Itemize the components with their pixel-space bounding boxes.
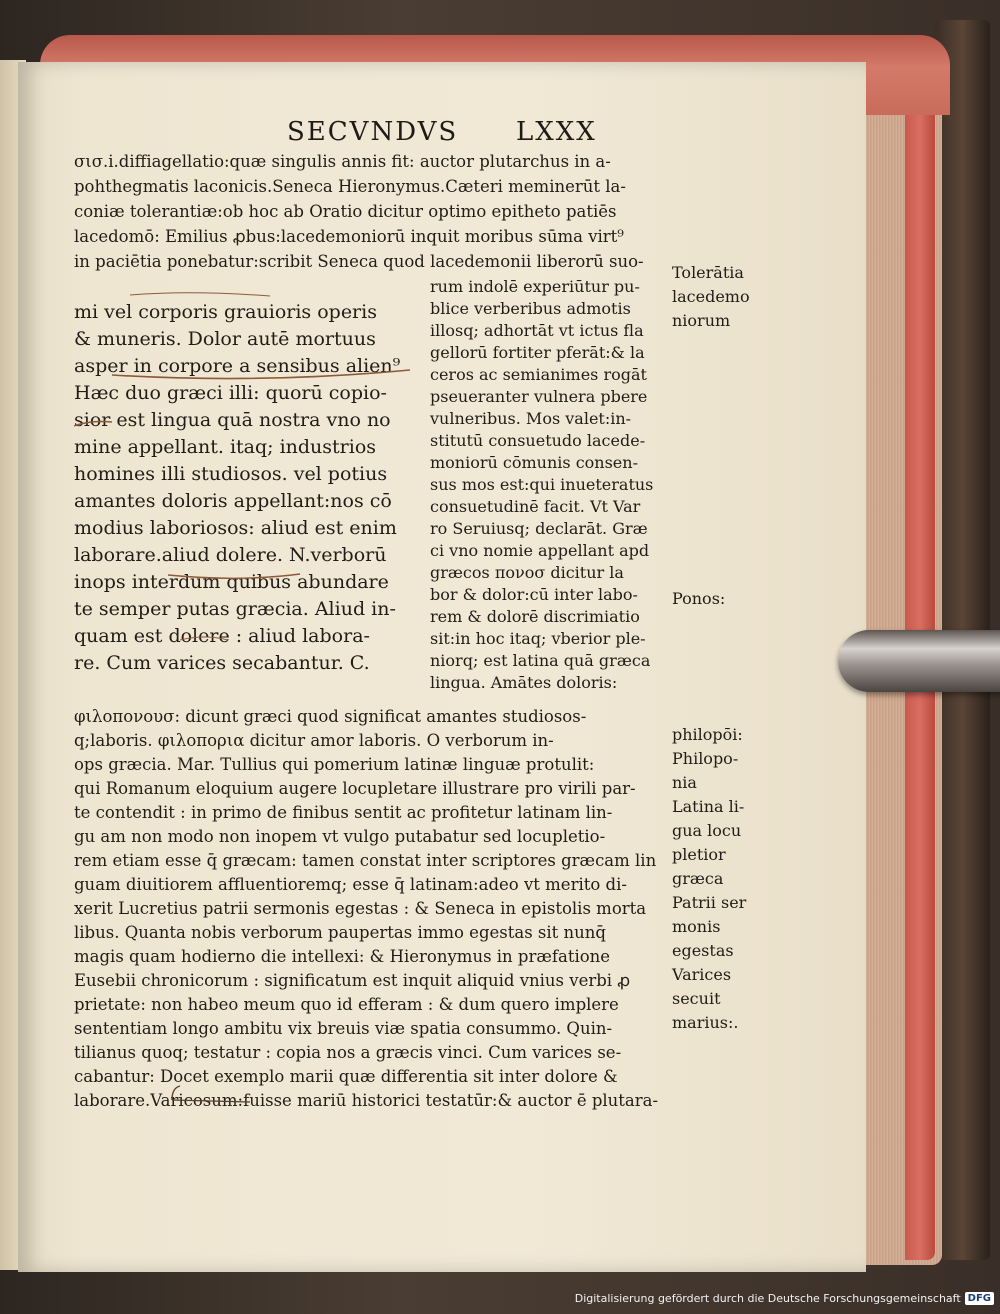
lemma-line: asper in corpore a sensibus alien⁹ (74, 355, 401, 377)
commentary-line: lingua. Amātes doloris: (430, 673, 618, 692)
lemma-line: laborare.aliud dolere. N.verborū (74, 544, 387, 566)
margin-gloss: Patrii ser (672, 893, 747, 912)
lemma-line: re. Cum varices secabantur. C. (74, 652, 370, 674)
lemma-line: mine appellant. itaq; industrios (74, 436, 377, 458)
text-line: libus. Quanta nobis verborum paupertas immo egestas sit nunq̄ (74, 923, 606, 942)
commentary-line: græcos πονοσ dicitur la (430, 563, 624, 582)
lemma-line: Hæc duo græci illi: quorū copio- (74, 382, 387, 404)
commentary-line: moniorū cōmunis consen- (430, 453, 638, 472)
text-line: coniæ tolerantiæ:ob hoc ab Oratio dicitur optimo epitheto patiēs (74, 202, 617, 221)
commentary-line: rum indolē experiūtur pu- (430, 277, 640, 296)
margin-gloss: niorum (672, 311, 731, 330)
text-line: in paciētia ponebatur:scribit Seneca quod lacedemonii liberorū suo- (74, 252, 644, 271)
margin-gloss: secuit (672, 989, 721, 1008)
commentary-line: stitutū consuetudo lacede- (430, 431, 646, 450)
commentary-line: ceros ac semianimes rogāt (430, 365, 647, 384)
lemma-line: inops interdum quibus abundare (74, 571, 389, 593)
credit-text: Digitalisierung gefördert durch die Deutsche Forschungsgemeinschaft (574, 1291, 961, 1305)
margin-gloss: lacedemo (672, 287, 750, 306)
digitization-credit (575, 1288, 994, 1308)
commentary-line: rem & dolorē discrimiatio (430, 607, 640, 626)
lemma-line: te semper putas græcia. Aliud in- (74, 598, 396, 620)
text-line: xerit Lucretius patrii sermonis egestas : & Seneca in epistolis morta (74, 899, 647, 918)
margin-gloss: Philopo- (672, 749, 739, 768)
margin-gloss: marius:. (672, 1013, 739, 1032)
folio-number: LXXX (516, 117, 597, 147)
text-line: tilianus quoq; testatur : copia nos a græcis vinci. Cum varices se- (74, 1043, 622, 1062)
margin-gloss: gua locu (672, 821, 742, 840)
margin-gloss: Varices (672, 965, 732, 984)
commentary-line: bor & dolor:cū inter labo- (430, 585, 638, 604)
margin-gloss: monis (672, 917, 721, 936)
text-line: te contendit : in primo de finibus sentit ac profitetur latinam lin- (74, 803, 613, 822)
text-line: guam diuitiorem affluentioremq; esse q̄ latinam:adeo vt merito di- (74, 875, 627, 894)
text-line: laborare.Varicosum:fuisse mariū historici testatūr:& auctor ē plutara- (74, 1091, 659, 1110)
commentary-line: consuetudinē facit. Vt Var (430, 497, 641, 516)
lemma-line: sior est lingua quā nostra vno no (74, 409, 391, 431)
lemma-line: & muneris. Dolor autē mortuus (74, 328, 376, 350)
margin-gloss: nia (672, 773, 697, 792)
commentary-line: pseueranter vulnera pbere (430, 387, 648, 406)
glass-rod-pointer (838, 630, 1000, 692)
margin-gloss: philopōi: (672, 725, 743, 744)
text-line: pohthegmatis laconicis.Seneca Hieronymus.Cæteri meminerūt la- (74, 177, 626, 196)
text-line: σισ.i.diffiagellatio:quæ singulis annis fit: auctor plutarchus in a- (74, 152, 611, 171)
text-line: lacedomō: Emilius ꝓbus:lacedemoniorū inquit moribus sūma virt⁹ (74, 227, 624, 246)
lemma-line: modius laboriosos: aliud est enim (74, 517, 397, 539)
text-line: ops græcia. Mar. Tullius qui pomerium latinæ linguæ protulit: (74, 755, 595, 774)
dfg-logo: DFG (965, 1292, 994, 1305)
commentary-line: ro Seruiusq; declarāt. Græ (430, 519, 648, 538)
commentary-line: blice verberibus admotis (430, 299, 631, 318)
margin-gloss: græca (672, 869, 724, 888)
text-line: q;laboris. φιλοπορια dicitur amor laboris. O verborum in- (74, 731, 554, 750)
commentary-line: sus mos est:qui inueteratus (430, 475, 654, 494)
margin-gloss: Ponos: (672, 589, 726, 608)
lemma-line: mi vel corporis grauioris operis (74, 301, 377, 323)
commentary-line: niorq; est latina quā græca (430, 651, 651, 670)
commentary-line: gellorū fortiter pferāt:& la (430, 343, 645, 362)
text-line: φιλοπονουσ: dicunt græci quod significat amantes studiosos- (74, 707, 587, 726)
text-line: magis quam hodierno die intellexi: & Hieronymus in præfatione (74, 947, 611, 966)
margin-gloss: Tolerātia (672, 263, 744, 282)
margin-gloss: Latina li- (672, 797, 745, 816)
text-line: rem etiam esse q̄ græcam: tamen constat inter scriptores græcam lin (74, 851, 657, 870)
text-line: cabantur: Docet exemplo marii quæ differentia sit inter dolore & (74, 1067, 618, 1086)
margin-gloss: pletior (672, 845, 726, 864)
lemma-line: homines illi studiosos. vel potius (74, 463, 388, 485)
commentary-line: ci vno nomie appellant apd (430, 541, 650, 560)
text-line: qui Romanum eloquium augere locupletare illustrare pro virili par- (74, 779, 636, 798)
commentary-line: vulneribus. Mos valet:in- (430, 409, 632, 428)
running-head-title: SECVNDVS (287, 117, 459, 147)
lemma-line: amantes doloris appellant:nos cō (74, 490, 392, 512)
lemma-line: quam est dolere : aliud labora- (74, 625, 370, 647)
text-line: prietate: non habeo meum quo id efferam : & dum quero implere (74, 995, 619, 1014)
text-line: Eusebii chronicorum : significatum est inquit aliquid vnius verbi ꝓ (74, 971, 631, 990)
commentary-line: sit:in hoc itaq; vberior ple- (430, 629, 646, 648)
commentary-line: illosq; adhortāt vt ictus fla (430, 321, 644, 340)
text-line: gu am non modo non inopem vt vulgo putabatur sed locupletio- (74, 827, 606, 846)
margin-gloss: egestas (672, 941, 734, 960)
text-line: sententiam longo ambitu vix breuis viæ spatia consummo. Quin- (74, 1019, 613, 1038)
